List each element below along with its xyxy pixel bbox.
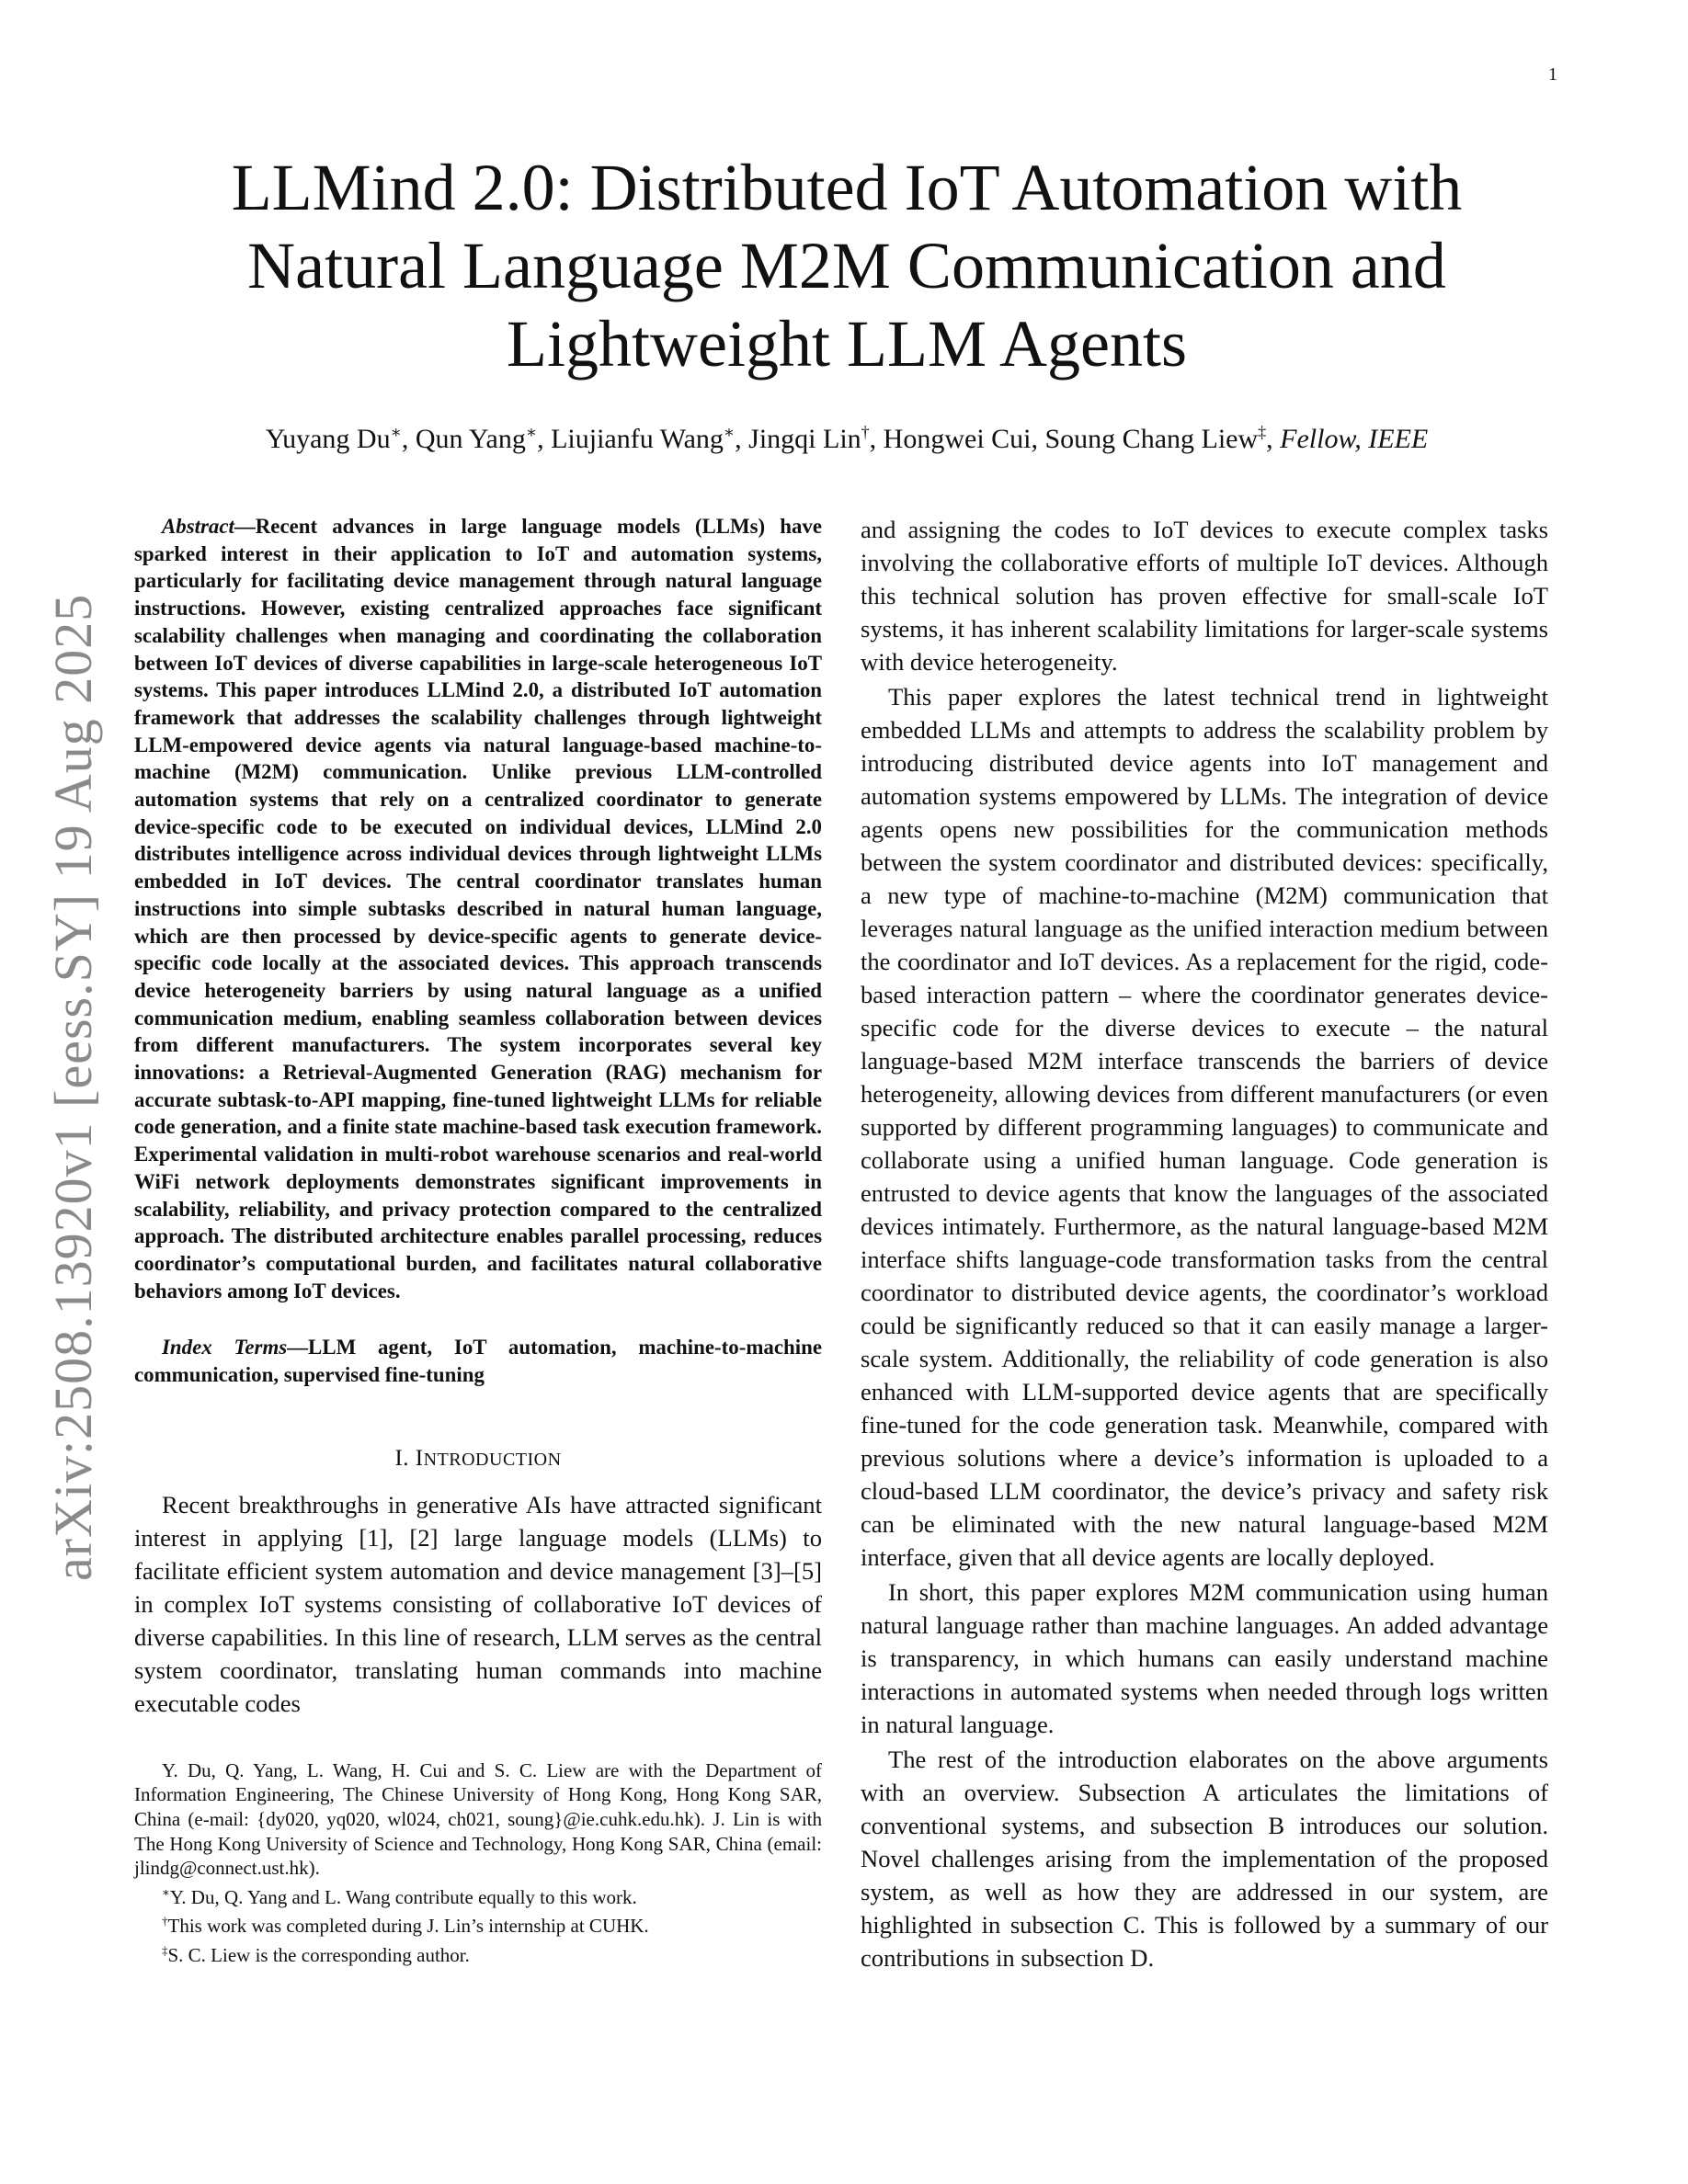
author-name: Jingqi Lin — [748, 424, 861, 454]
author-mark: ∗ — [390, 423, 402, 441]
author-mark: ‡ — [1258, 423, 1267, 441]
author-mark: † — [861, 423, 870, 441]
footnote-text: This work was completed during J. Lin’s internship at CUHK. — [167, 1915, 649, 1938]
footnote-affiliation: Y. Du, Q. Yang, L. Wang, H. Cui and S. C. Liew are with the Department of Information Engineering, The Chinese University of Hong Kong, Hong Kong SAR, China (e-mail: {dy020, yq020, wl024, ch021, soung}@ie.cuhk.edu.hk). J. Lin is with The Hong Kong University of Science and Technology, Hong Kong SAR, China (email: jlindg@connect.ust.hk). — [134, 1758, 822, 1880]
index-terms-lead: Index Terms — [162, 1336, 288, 1359]
author-name: Liujianfu Wang — [551, 424, 724, 454]
footnote-mark: † — [162, 1914, 168, 1928]
author-mark: ∗ — [723, 423, 736, 441]
title-line: Lightweight LLM Agents — [507, 307, 1187, 381]
author-fellow-title: Fellow, IEEE — [1280, 424, 1429, 454]
arxiv-identifier: arXiv:2508.13920v1 [eess.SY] 19 Aug 2025 — [43, 593, 103, 1581]
section-title-rest: NTRODUCTION — [423, 1449, 562, 1470]
index-terms — [134, 1334, 822, 1388]
footnote — [134, 1939, 822, 1968]
page-number: 1 — [1548, 64, 1557, 85]
author-name: Qun Yang — [415, 424, 526, 454]
right-column — [861, 513, 1548, 1974]
paper-title — [134, 149, 1559, 383]
footnotes — [134, 1758, 822, 1968]
section-heading — [134, 1446, 822, 1472]
author-mark: ∗ — [525, 423, 538, 441]
abstract-text: —Recent advances in large language models (LLMs) have sparked interest in their application to IoT and automation systems, particularly for facilitating device management through natural language instructions. However, existing centralized approaches face significant scalability challenges when managing and coordinating the collaboration between IoT devices of diverse capabilities in large-scale heterogeneous IoT systems. This paper introduces LLMind 2.0, a distributed IoT automation framework that addresses the scalability challenges through lightweight LLM-empowered device agents via natural language-based machine-to-machine (M2M) communication. Unlike previous LLM-controlled automation systems that rely on a centralized coordinator to generate device-specific code to be executed on individual devices, LLMind 2.0 distributes intelligence across individual devices through lightweight LLMs embedded in IoT devices. The central coordinator translates human instructions into simple subtasks described in natural human language, which are then processed by device-specific agents to generate device-specific code locally at the associated devices. This approach transcends device heterogeneity barriers by using natural language as a unified communication medium, enabling seamless collaboration between devices from different manufacturers. The system incorporates several key innovations: a Retrieval-Augmented Generation (RAG) mechanism for accurate subtask-to-API mapping, fine-tuned lightweight LLMs for reliable code generation, and a finite state machine-based task execution framework. Experimental validation in multi-robot warehouse scenarios and real-world WiFi network deployments demonstrates significant improvements in scalability, reliability, and privacy protection compared to the centralized approach. The distributed architecture enables parallel processing, reduces coordinator’s computational burden, and facilitates natural collaborative behaviors among IoT devices. — [134, 515, 822, 1302]
footnote — [134, 1881, 822, 1910]
index-terms-text: —LLM agent, IoT automation, machine-to-machine communication, supervised fine-tuning — [134, 1336, 822, 1387]
footnote — [134, 1909, 822, 1939]
title-line: Natural Language M2M Communication and — [247, 229, 1446, 302]
body-paragraph: This paper explores the latest technical trend in lightweight embedded LLMs and attempts to address the scalability problem by introducing distributed device agents into IoT management and automation systems empowered by LLMs. The integration of device agents opens new possibilities for the communication methods between the system coordinator and distributed devices: specifically, a new type of machine-to-machine (M2M) communication that leverages natural language as the unified interaction medium between the coordinator and IoT devices. As a replacement for the rigid, code-based interaction pattern – where the coordinator generates device-specific code for the diverse devices to execute – the natural language-based M2M interface transcends the barriers of device heterogeneity, allowing devices from different manufacturers (or even supported by different programming languages) to communicate and collaborate using a unified human language. Code generation is entrusted to device agents that know the languages of the associated devices intimately. Furthermore, as the natural language-based M2M interface shifts language-code transformation tasks from the central coordinator to distributed device agents, the coordinator’s workload could be significantly reduced so that it can easily manage a larger-scale system. Additionally, the reliability of code generation is also enhanced with LLM-supported device agents that are specifically fine-tuned for the code generation task. Meanwhile, compared with previous solutions where a device’s information is uploaded to a cloud-based LLM coordinator, the device’s privacy and safety risk can be eliminated with the new natural language-based M2M interface, given that all device agents are locally deployed. — [861, 683, 1548, 1571]
footnote-text: S. C. Liew is the corresponding author. — [167, 1943, 470, 1966]
body-paragraph: In short, this paper explores M2M communication using human natural language rather than machine languages. An added advantage is transparency, in which humans can easily understand machine interactions in automated systems when needed through logs written in natural language. — [861, 1578, 1548, 1738]
footnote-mark: ∗ — [162, 1884, 170, 1899]
author-name: Hongwei Cui — [883, 424, 1032, 454]
section-number: I. — [394, 1445, 416, 1471]
title-line: LLMind 2.0: Distributed IoT Automation with — [231, 151, 1463, 224]
footnote-text: Y. Du, Q. Yang and L. Wang contribute equally to this work. — [169, 1885, 637, 1908]
abstract-lead: Abstract — [162, 515, 234, 538]
author-name: Yuyang Du — [265, 424, 391, 454]
author-name: Soung Chang Liew — [1044, 424, 1259, 454]
body-paragraph: Recent breakthroughs in generative AIs have attracted significant interest in applying [1], [2] large language models (LLMs) to facilitate efficient system automation and device management [3]–[5] in complex IoT systems consisting of collaborative IoT devices of diverse capabilities. In this line of research, LLM serves as the central system coordinator, translating human commands into machine executable codes — [134, 1490, 822, 1717]
left-column — [134, 513, 822, 1968]
abstract — [134, 513, 822, 1304]
body-paragraph: and assigning the codes to IoT devices to execute complex tasks involving the collaborative efforts of multiple IoT devices. Although this technical solution has proven effective for small-scale IoT systems, it has inherent scalability limitations for larger-scale systems with device heterogeneity. — [861, 516, 1548, 676]
author-list: Yuyang Du∗, Qun Yang∗, Liujianfu Wang∗, Jingqi Lin†, Hongwei Cui, Soung Chang Liew‡, Fellow, IEEE — [265, 423, 1429, 454]
body-paragraph: The rest of the introduction elaborates on the above arguments with an overview. Subsection A articulates the limitations of conventional systems, and subsection B introduces our solution. Novel challenges arising from the implementation of the proposed system, as well as how they are addressed in our system, are highlighted in subsection C. This is followed by a summary of our contributions in subsection D. — [861, 1746, 1548, 1972]
section-first-letter: I — [415, 1445, 424, 1471]
footnote-mark: ‡ — [162, 1942, 168, 1957]
